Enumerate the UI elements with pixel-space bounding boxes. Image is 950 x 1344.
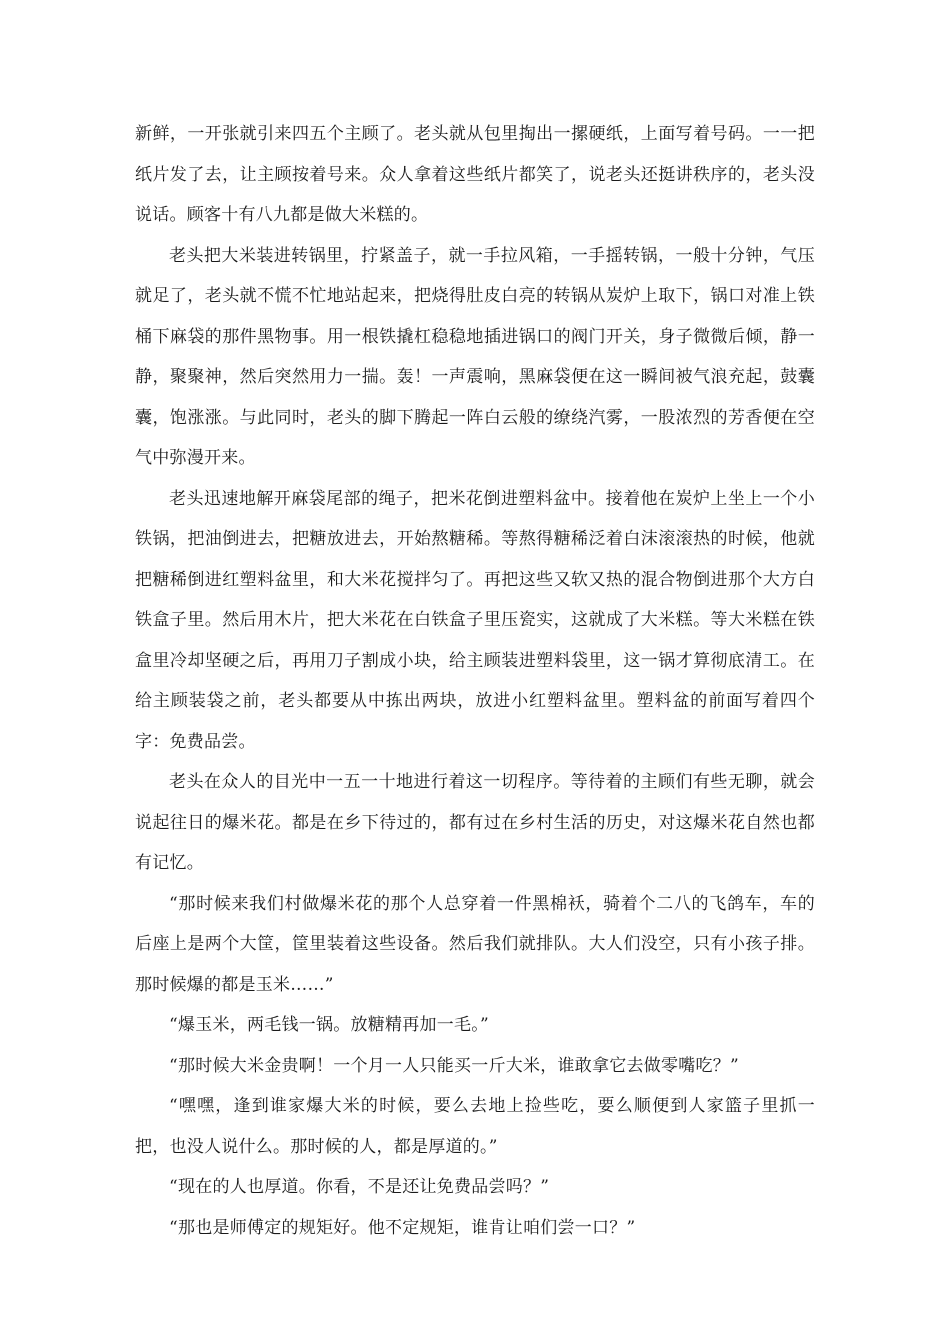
dialogue-line: “那时候来我们村做爆米花的那个人总穿着一件黑棉袄，骑着个二八的飞鸽车，车的后座上是两个大筐，筐里装着这些设备。然后我们就排队。大人们没空，只有小孩子排。那时候爆的都是玉米……” <box>135 893 815 995</box>
dialogue-line: “爆玉米，两毛钱一锅。放糖精再加一毛。” <box>169 1015 489 1035</box>
document-body <box>135 114 815 1248</box>
dialogue-line: “现在的人也厚道。你看，不是还让免费品尝吗？” <box>169 1177 550 1197</box>
dialogue-line: “那也是师傅定的规矩好。他不定规矩，谁肯让咱们尝一口？” <box>169 1217 636 1238</box>
dialogue-line: “嘿嘿，逢到谁家爆大米的时候，要么去地上捡些吃，要么顺便到人家篮子里抓一把，也没人说什么。那时候的人，都是厚道的。” <box>135 1096 815 1157</box>
dialogue-line: “那时候大米金贵啊！一个月一人只能买一斤大米，谁敢拿它去做零嘴吃？” <box>169 1055 739 1076</box>
paragraph-customers-reminisce: 老头在众人的目光中一五一十地进行着这一切程序。等待着的主顾们有些无聊，就会说起往日的爆米花。都是在乡下待过的，都有过在乡村生活的历史，对这爆米花自然也都有记忆。 <box>135 772 815 873</box>
paragraph-continuation: 新鲜，一开张就引来四五个主顾了。老头就从包里掏出一摞硬纸，上面写着号码。一一把纸片发了去，让主顾按着号来。众人拿着这些纸片都笑了，说老头还挺讲秩序的，老头没说话。顾客十有八九都是做大米糕的。 <box>135 124 815 225</box>
paragraph-popping-process: 老头把大米装进转锅里，拧紧盖子，就一手拉风箱，一手摇转锅，一般十分钟，气压就足了，老头就不慌不忙地站起来，把烧得肚皮白亮的转锅从炭炉上取下，锅口对准上铁桶下麻袋的那件黑物事。用一根铁撬杠稳稳地插进锅口的阀门开关，身子微微后倾，静一静，聚聚神，然后突然用力一揣。轰！一声震响，黑麻袋便在这一瞬间被气浪充起，鼓囊囊，饱涨涨。与此同时，老头的脚下腾起一阵白云般的缭绕汽雾，一股浓烈的芳香便在空气中弥漫开来。 <box>135 245 815 468</box>
paragraph-rice-cake-making: 老头迅速地解开麻袋尾部的绳子，把米花倒进塑料盆中。接着他在炭炉上坐上一个小铁锅，把油倒进去，把糖放进去，开始熬糖稀。等熬得糖稀泛着白沫滚滚热的时候，他就把糖稀倒进红塑料盆里，和大米花搅拌匀了。再把这些又软又热的混合物倒进那个大方白铁盒子里。然后用木片，把大米花在白铁盒子里压瓷实，这就成了大米糕。等大米糕在铁盒里冷却坚硬之后，再用刀子割成小块，给主顾装进塑料袋里，这一锅才算彻底清工。在给主顾装袋之前，老头都要从中拣出两块，放进小红塑料盆里。塑料盆的前面写着四个字：免费品尝。 <box>135 488 815 752</box>
